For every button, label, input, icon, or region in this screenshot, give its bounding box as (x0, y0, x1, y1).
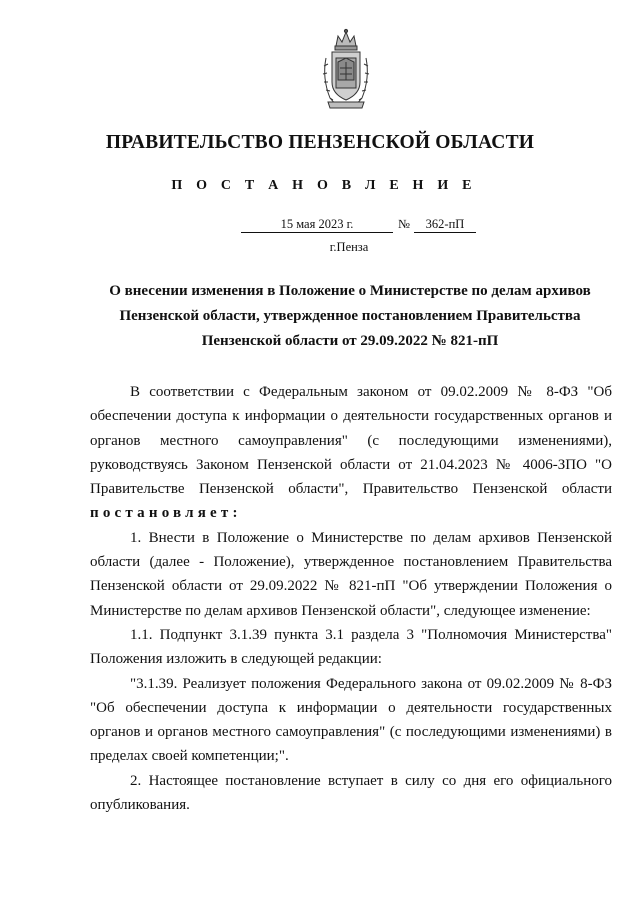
quoted-amendment-paragraph: "3.1.39. Реализует положения Федерального закона от 09.02.2009 № 8-ФЗ "Об обеспечении доступа к информации о деятельности государственных органов и органов местного самоуправления" (с последующими изменениями) в пределах своей компетенции;". (90, 675, 612, 765)
resolves-colon: : (232, 505, 238, 522)
number-sign: № (398, 217, 410, 231)
document-date: 15 мая 2023 г. (241, 217, 393, 233)
resolves-word: постановляет (90, 505, 233, 522)
preamble-text: В соответствии с Федеральным законом от 09.02.2009 № 8-ФЗ "Об обеспечении доступа к информации о деятельности государственных органов и органов местного самоуправления" (с последующими изменениями), руководствуясь Законом Пензенской области от 21.04.2023 № 4006-ЗПО "О Правительстве Пензенской области", Правительство Пензенской области (90, 384, 612, 498)
item-2-paragraph: 2. Настоящее постановление вступает в силу со дня его официального опубликования. (90, 772, 612, 814)
item-1-1-paragraph: 1.1. Подпункт 3.1.39 пункта 3.1 раздела 3 "Полномочия Министерства" Положения изложить в следующей редакции: (90, 626, 612, 668)
preamble-paragraph (90, 380, 612, 526)
city-label: г.Пенза (329, 240, 369, 254)
document-subject: О внесении изменения в Положение о Министерстве по делам архивов Пензенской области, утвержденное постановлением Правительства Пензенской области от 29.09.2022 № 821-пП (109, 283, 591, 349)
government-title: ПРАВИТЕЛЬСТВО ПЕНЗЕНСКОЙ ОБЛАСТИ (105, 132, 535, 153)
document-number: 362-пП (414, 217, 476, 233)
document-type-title: П О С Т А Н О В Л Е Н И Е (171, 178, 477, 193)
coat-of-arms-emblem (318, 28, 374, 112)
document-body (90, 380, 612, 817)
item-1-paragraph: 1. Внести в Положение о Министерстве по делам архивов Пензенской области (далее - Положение), утвержденное постановлением Правительства Пензенской области от 29.09.2022 № 821-пП "Об утверждении Положения о Министерстве по делам архивов Пензенской области", следующее изменение: (90, 529, 612, 619)
